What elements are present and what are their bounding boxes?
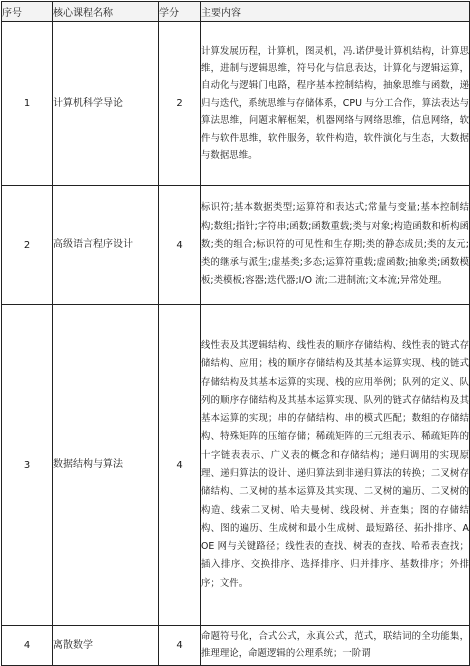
course-name: 数据结构与算法 [53,305,159,626]
course-credit: 4 [159,186,201,305]
curriculum-table [1,1,470,666]
course-content: 标识符;基本数据类型;运算符和表达式;常量与变量;基本控制结构;数组;指针;字符串;函数;函数重载;类与对象;构造函数和析构函数;类的组合;标识符的可见性和生存期;类的静态成员;类的友元;类的继承与派生;虚基类;多态;运算符重载;虚函数;抽象类;函数模板;类模板;容器;迭代器;I/O 流;二进制流;文本流;异常处理。 [201,186,470,305]
course-content-cell [201,626,470,666]
table-row [2,626,470,666]
row-no: 1 [2,22,53,186]
table-row [2,186,470,305]
header-no: 序号 [2,2,53,22]
course-content: 线性表及其逻辑结构、线性表的顺序存储结构、线性表的链式存储结构、应用；栈的顺序存储结构及其基本运算实现、栈的链式存储结构及其基本运算的实现、栈的应用举例；队列的定义、队列的顺序存储结构及其基本运算实现、队列的链式存储结构及其基本运算的实现；串的存储结构、串的模式匹配；数组的存储结构、特殊矩阵的压缩存储；稀疏矩阵的三元组表示、稀疏矩阵的十字链表表示、广义表的概念和存储结构；递归调用的实现原理、递归算法的设计、递归算法到非递归算法的转换；二叉树存储结构、二叉树的基本运算及其实现、二叉树的遍历、二叉树的构造、线索二叉树、哈夫曼树、线段树、并查集；图的存储结构、图的遍历、生成树和最小生成树、最短路径、拓扑排序、AOE 网与关键路径；线性表的查找、树表的查找、哈希表查找；插入排序、交换排序、选择排序、归并排序、基数排序；外排序；文件。 [201,305,470,626]
table-header-row [2,2,470,22]
header-credit: 学分 [159,2,201,22]
table-row [2,305,470,626]
course-content: 计算发展历程，计算机，图灵机，冯.诺伊曼计算机结构，计算思维，进制与逻辑思维，符号化与信息表达，计算化与逻辑运算，自动化与逻辑门电路，程序基本控制结构，抽象思维与函数，递归与迭代，系统思维与存储体系，CPU 与分工合作，算法表达与算法思维，问题求解框架，机器网络与网络思维，信息网络，软件与软件思维，软件服务，软件构造，软件演化与生态，大数据与数据思维。 [201,22,470,186]
row-no: 3 [2,305,53,626]
row-no: 2 [2,186,53,305]
row-no: 4 [2,626,53,666]
course-name: 计算机科学导论 [53,22,159,186]
header-course-name: 核心课程名称 [53,2,159,22]
course-name: 高级语言程序设计 [53,186,159,305]
course-credit: 2 [159,22,201,186]
header-content: 主要内容 [201,2,470,22]
course-credit: 4 [159,305,201,626]
course-content: 命题符号化，合式公式，永真公式，范式，联结词的全功能集，推理理论，命题逻辑的公理系统；一阶谓 [201,630,469,659]
table-row [2,22,470,186]
course-name: 离散数学 [53,626,159,666]
course-credit: 4 [159,626,201,666]
